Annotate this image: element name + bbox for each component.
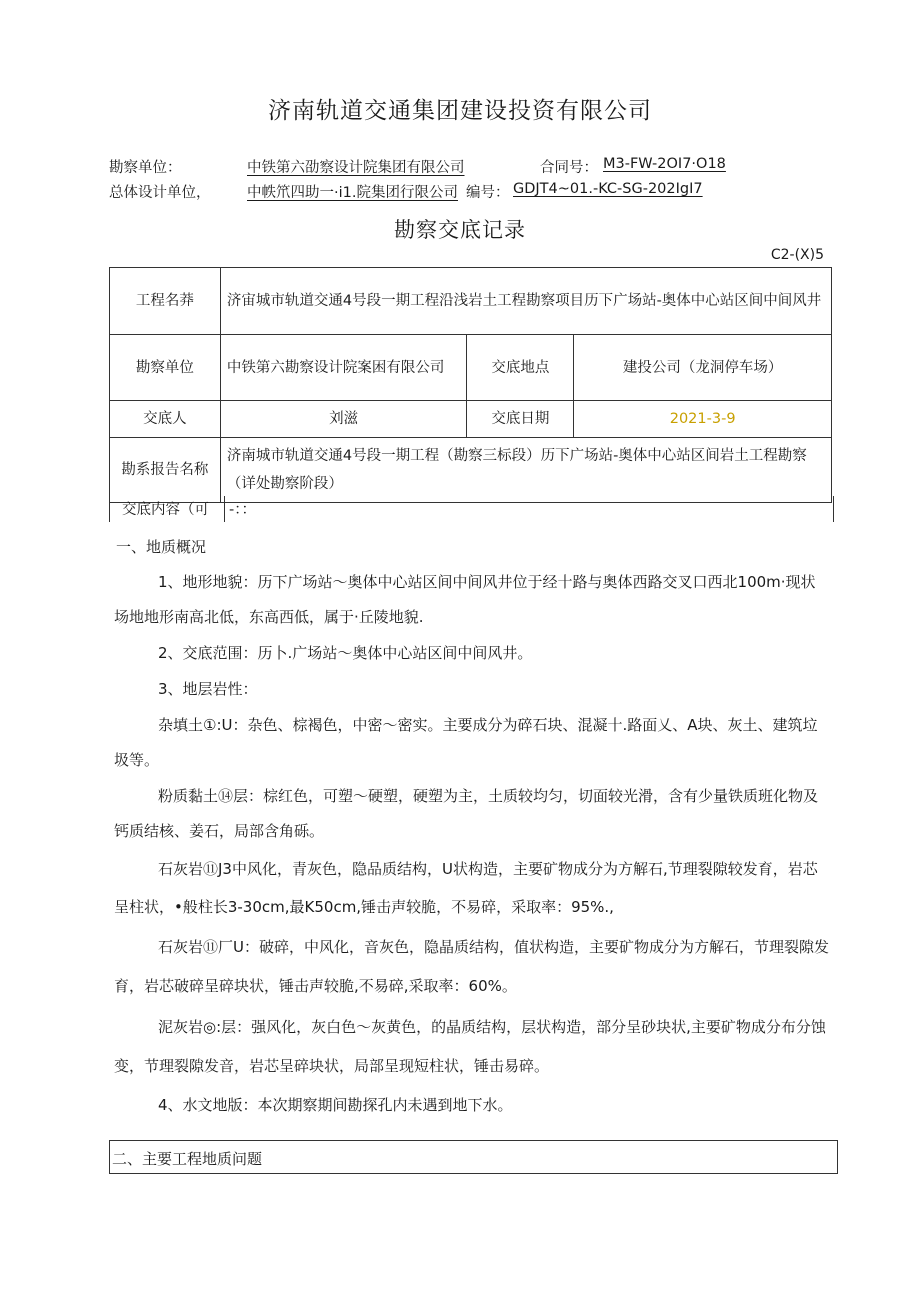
- geology-body: [114, 530, 830, 1123]
- number-label: 编号：: [466, 185, 510, 201]
- date-value: 2021-3-9: [574, 401, 832, 438]
- paragraph: 4、水文地版：本次期察期间勘探孔内未遇到地下水。: [158, 1096, 513, 1114]
- paragraph: 粉质黏土⑭层：棕红色，可塑～硬塑，硬塑为主，土质较均匀，切面较光滑，含有少量铁质班化物及钙质结核、姜石，局部含角砾。: [114, 787, 819, 840]
- project-name-value: 济宙城市轨道交通4号段一期工程沿浅岩土工程勘察项目历下广场站-奥体中心站区间中间风井: [220, 268, 831, 335]
- section-two-box: [109, 1140, 838, 1174]
- design-unit-label: 总体设计单位，: [109, 185, 211, 201]
- project-name-label: 工程名莽: [110, 268, 221, 335]
- location-value: 建投公司（龙洞停车场）: [574, 335, 832, 401]
- paragraph: 3、地层岩性：: [158, 680, 258, 698]
- paragraph: 2、交底范围：历卜.广场站～奥体中心站区间中间风井。: [158, 644, 533, 662]
- content-row: [109, 496, 834, 522]
- report-value: 济南城市轨道交通4号段一期工程（勘察三标段）历下广场站-奥体中心站区间岩土工程勘察（详处勘察阶段）: [220, 438, 831, 503]
- content-label: 交底内容（可: [122, 502, 209, 518]
- paragraph: 石灰岩⑪厂U：破碎，中风化，音灰色，隐晶质结构，值状构造，主要矿物成分为方解石，节理裂隙发育，岩芯破碎呈碎块状，锤击声较脆,不易碎,采取率：60%。: [114, 938, 829, 995]
- presenter-value: 刘滋: [220, 401, 467, 438]
- date-label: 交底日期: [467, 401, 574, 438]
- section-heading: 一、地质概况: [116, 538, 207, 556]
- location-label: 交底地点: [467, 335, 574, 401]
- company-title: 济南轨道交通集团建设投资有限公司: [268, 98, 652, 124]
- contract-label: 合同号：: [540, 160, 598, 176]
- survey-unit-cell-label: 勘察单位: [110, 335, 221, 401]
- contract-value: M3-FW-2OI7·O18: [603, 156, 726, 172]
- paragraph: 1、地形地貌：历下广场站～奥体中心站区间中间风井位于经十路与奥体西路交叉口西北100m·现状场地地形南高北低，东高西低，属于·丘陵地貌.: [114, 573, 816, 626]
- presenter-label: 交底人: [110, 401, 221, 438]
- number-value: GDJT4~01.-KC-SG-202IgI7: [513, 181, 703, 197]
- content-value: -：：: [229, 502, 256, 518]
- content-divider: [224, 496, 225, 522]
- paragraph: 石灰岩⑪J3中风化，青灰色，隐品质结构，U状构造，主要矿物成分为方解石,节理裂隙较发育，岩芯呈柱状，•般柱长3-30cm,最K50cm,锤击声较脆，不易碎，采取率：95%.,: [114, 860, 818, 916]
- doc-code: C2-(X)5: [770, 247, 824, 263]
- report-label: 勘系报告名称: [110, 438, 221, 503]
- survey-unit-value: 中铁第六劭察设计院集团有限公司: [247, 160, 465, 176]
- paragraph: 泥灰岩◎:层：强风化，灰白色～灰黄色，的晶质结构，层状构造，部分呈砂块状,主要矿物成分布分蚀变，节理裂隙发音，岩芯呈碎块状，局部呈现短柱状，锤击易碎。: [114, 1018, 826, 1075]
- survey-unit-cell-value: 中铁第六勘察设计院案困有限公司: [220, 335, 467, 401]
- info-table: [109, 267, 832, 503]
- paragraph: 杂填土①:U：杂色、棕褐色，中密～密实。主要成分为碎石块、混凝十.路面乂、A块、灰土、建筑垃圾等。: [114, 716, 818, 769]
- design-unit-value: 中帙笊四助一·i1.院集团行限公司: [247, 185, 458, 201]
- survey-unit-label: 勘察单位：: [109, 160, 182, 176]
- section-heading: 二、主要工程地质问题: [112, 1150, 263, 1168]
- doc-title: 勘察交底记录: [394, 218, 526, 242]
